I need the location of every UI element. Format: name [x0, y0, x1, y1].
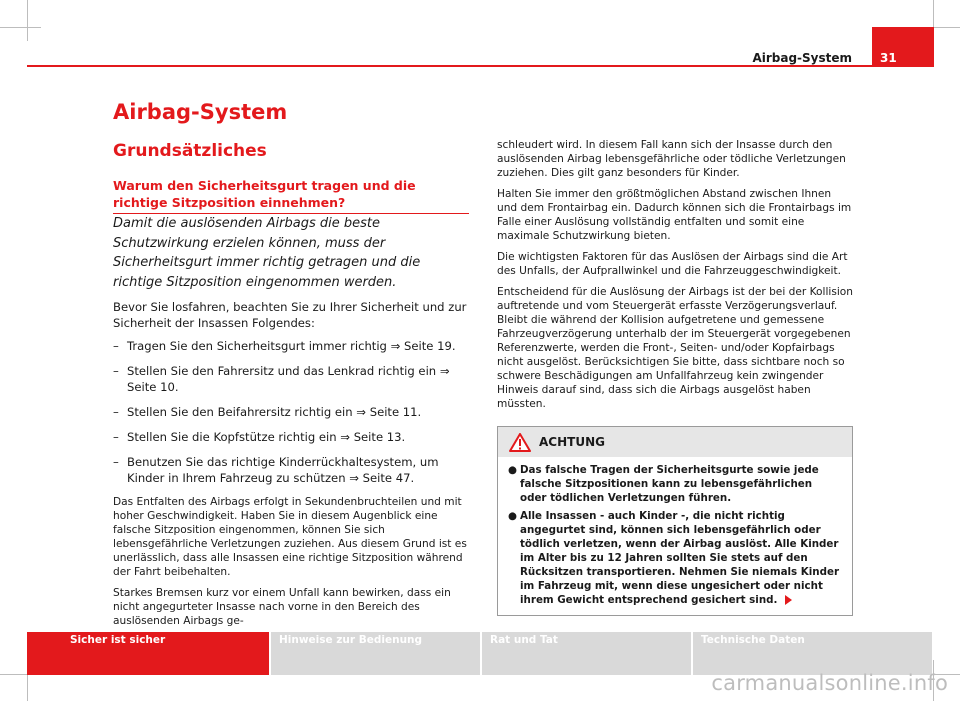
body-paragraph: Entscheidend für die Auslösung der Airbags ist der bei der Kollision auftretende und vom Steuergerät erfasste Verzögerungsverlauf. Bleibt die während der Kollision aufgetretene und gemessene Fahrzeugverzögerung unterhalb der im Steuergerät vorgegebenen Referenzwerte, werden die Front-, Seiten- und/oder Kopfairbags nicht ausgelöst. Berücksichtigen Sie bitte, dass sichtbare noch so schwere Beschädigungen am Unfallfahrzeug kein zwingender Hinweis darauf sind, dass sich die Airbags ausgelöst haben müssten. [497, 286, 853, 410]
section-question: Warum den Sicherheitsgurt tragen und die richtige Sitzposition einnehmen? [113, 177, 469, 214]
warning-item [508, 463, 842, 505]
footer-tab-sicher[interactable]: Sicher ist sicher [27, 632, 269, 675]
header-rule [27, 65, 934, 67]
bullet-marker: ● [508, 510, 517, 522]
warning-header [498, 427, 852, 457]
warning-text: Alle Insassen - auch Kinder -, die nicht richtig angegurtet sind, können sich lebensgefährlich oder tödlich verletzen, wenn der Airbag auslöst. Alle Kinder im Alter bis zu 12 Jahren sollten Sie stets auf den Rücksitzen transportieren. Nehmen Sie niemals Kinder im Fahrzeug mit, wenn diese ungesichert oder nicht ihrem Gewicht entsprechend gesichert sind. [520, 510, 840, 606]
step-text: Benutzen Sie das richtige Kinderrückhaltesystem, um Kinder in Ihrem Fahrzeug zu schützen ⇒ Seite 47. [127, 455, 439, 485]
footer-nav [27, 632, 934, 675]
crop-mark [0, 27, 41, 28]
body-paragraph: Die wichtigsten Faktoren für das Auslösen der Airbags sind die Art des Unfalls, der Aufprallwinkel und die Fahrzeuggeschwindigkeit. [497, 251, 848, 277]
steps-list [113, 338, 469, 486]
right-column [497, 138, 853, 616]
page-number: 31 [872, 27, 934, 67]
lead-paragraph: Damit die auslösenden Airbags die beste Schutzwirkung erzielen können, muss der Sicherheitsgurt immer richtig getragen und die richtige Sitzposition eingenommen werden. [113, 216, 421, 290]
list-item [113, 454, 469, 486]
list-item [113, 404, 469, 420]
bullet-marker: ● [508, 464, 517, 476]
dash-marker: – [113, 339, 119, 353]
dash-marker: – [113, 364, 119, 378]
left-column [113, 98, 469, 635]
footer-tab-rat[interactable]: Rat und Tat [482, 632, 691, 675]
warning-body [498, 457, 852, 615]
step-text: Stellen Sie den Beifahrersitz richtig ein ⇒ Seite 11. [127, 405, 422, 419]
body-paragraph: Starkes Bremsen kurz vor einem Unfall kann bewirken, dass ein nicht angegurteter Insasse nach vorne in den Bereich des auslösenden Airbags ge- [113, 587, 451, 627]
warning-box [497, 426, 853, 616]
step-text: Tragen Sie den Sicherheitsgurt immer richtig ⇒ Seite 19. [127, 339, 456, 353]
list-item [113, 429, 469, 445]
warning-text: Das falsche Tragen der Sicherheitsgurte sowie jede falsche Sitzpositionen kann zu lebensgefährlichen oder tödlichen Verletzungen führen. [520, 464, 819, 504]
dash-marker: – [113, 405, 119, 419]
body-paragraph: Das Entfalten des Airbags erfolgt in Sekundenbruchteilen und mit hoher Geschwindigkeit. Haben Sie in diesem Augenblick eine falsche Sitzposition eingenommen, können Sie sich lebensgefährliche Verletzungen zuziehen. Aus diesem Grund ist es unerlässlich, dass alle Insassen eine richtige Sitzposition während der Fahrt beibehalten. [113, 496, 467, 578]
section-title: Grundsätzliches [113, 141, 267, 161]
crop-mark [27, 0, 28, 41]
step-text: Stellen Sie den Fahrersitz und das Lenkrad richtig ein ⇒ Seite 10. [127, 364, 450, 394]
warning-triangle-icon [509, 433, 531, 452]
footer-tab-technik[interactable]: Technische Daten [693, 632, 932, 675]
dash-marker: – [113, 455, 119, 469]
warning-title: ACHTUNG [539, 435, 605, 449]
step-text: Stellen Sie die Kopfstütze richtig ein ⇒ Seite 13. [127, 430, 406, 444]
dash-marker: – [113, 430, 119, 444]
footer-tab-hinweise[interactable]: Hinweise zur Bedienung [271, 632, 480, 675]
list-item [113, 363, 469, 395]
watermark: carmanualsonline.info [711, 671, 948, 695]
body-paragraph: Halten Sie immer den größtmöglichen Abstand zwischen Ihnen und dem Frontairbag ein. Dadurch können sich die Frontairbags im Falle einer Auslösung vollständig entfalten und somit eine maximale Schutzwirkung bieten. [497, 188, 852, 242]
body-paragraph: schleudert wird. In diesem Fall kann sich der Insasse durch den auslösenden Airbag lebensgefährliche oder tödliche Verletzungen zuziehen. Dies gilt ganz besonders für Kinder. [497, 139, 846, 179]
list-item [113, 338, 469, 354]
warning-item [508, 509, 842, 607]
continue-arrow-icon [785, 595, 792, 605]
running-title: Airbag-System [752, 51, 852, 65]
intro-paragraph: Bevor Sie losfahren, beachten Sie zu Ihrer Sicherheit und zur Sicherheit der Insassen Folgendes: [113, 300, 467, 330]
page-title: Airbag-System [113, 100, 288, 124]
